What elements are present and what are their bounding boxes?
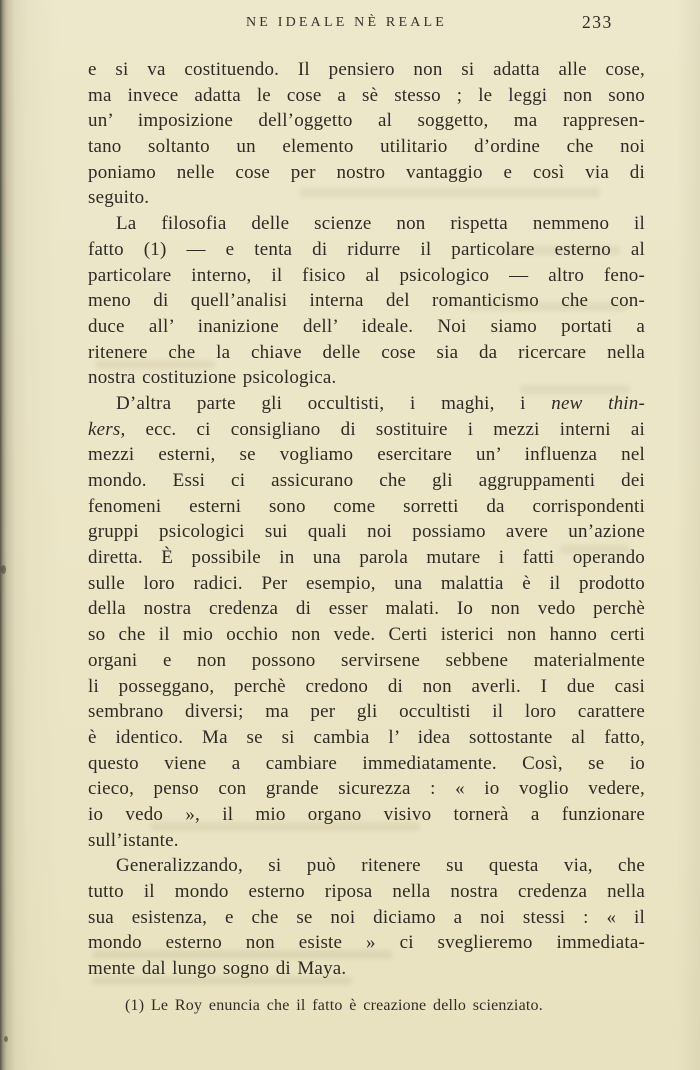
text-segment: tutto il mondo esterno riposa nella nostra credenza nella <box>88 881 645 902</box>
text-segment: Generalizzando, si può ritenere su questa via, che <box>116 855 645 877</box>
italic-text: new thin- <box>551 392 646 414</box>
text-line <box>88 828 645 854</box>
text-segment: particolare interno, il fisico al psicologico — altro feno- <box>88 264 645 286</box>
paragraph <box>88 57 645 211</box>
text-line <box>88 930 645 956</box>
text-segment: tano soltanto un elemento utilitario d’ordine che noi <box>88 136 645 158</box>
text-line <box>88 237 645 263</box>
text-segment: mezzi esterni, se vogliamo esercitare un’ influenza nel <box>88 444 645 466</box>
text-segment: ma invece adatta le cose a sè stesso ; le leggi non sono <box>88 84 645 106</box>
text-line <box>88 211 645 237</box>
text-line <box>88 674 645 700</box>
paragraph <box>88 853 645 981</box>
text-segment: ecc. ci consigliano di sostituire i mezzi interni ai <box>125 418 645 440</box>
text-segment: li posseggano, perchè credono di non averli. I due casi <box>88 675 645 697</box>
text-line <box>88 545 645 571</box>
paragraph <box>88 391 645 853</box>
edge-speck <box>4 1036 8 1042</box>
text-segment: poniamo nelle cose per nostro vantaggio e così via di <box>88 161 645 183</box>
text-segment: D’altra parte gli occultisti, i maghi, i <box>116 392 552 414</box>
text-segment: un’ imposizione dell’oggetto al soggetto, ma rappresen- <box>88 110 645 132</box>
text-line <box>88 956 645 982</box>
paragraph <box>88 211 645 391</box>
text-segment: seguito. <box>88 187 150 209</box>
text-segment: nostra costituzione psicologica. <box>88 367 337 389</box>
text-segment: ritenere che la chiave delle cose sia da ricercare nella <box>88 341 645 363</box>
text-line <box>88 108 645 134</box>
text-segment: sull’istante. <box>88 829 179 851</box>
text-line <box>88 776 645 802</box>
text-segment: gruppi psicologici sui quali noi possiamo avere un’azione <box>88 521 645 543</box>
text-line <box>88 417 645 443</box>
page-right-shade <box>676 0 700 1070</box>
running-header: NE IDEALE NÈ REALE <box>245 15 448 30</box>
text-segment: sulle loro radici. Per esempio, una malattia è il prodotto <box>88 572 645 594</box>
text-line <box>88 365 645 391</box>
binding-edge-shadow <box>0 0 60 1070</box>
text-segment: è identico. Ma se si cambia l’ idea sottostante al fatto, <box>88 726 645 748</box>
text-line <box>88 83 645 109</box>
text-line <box>88 57 645 83</box>
text-segment: so che il mio occhio non vede. Certi isterici non hanno certi <box>88 624 645 646</box>
text-line <box>88 185 645 211</box>
text-line <box>88 134 645 160</box>
text-line <box>88 622 645 648</box>
text-line <box>88 160 645 186</box>
text-segment: mondo esterno non esiste » ci sveglieremo immediata- <box>88 932 645 954</box>
text-segment: fatto (1) — e tenta di ridurre il particolare esterno al <box>88 238 645 260</box>
text-segment: diretta. È possibile in una parola mutare i fatti operando <box>88 547 645 569</box>
body-text <box>88 57 645 982</box>
footnote: (1) Le Roy enuncia che il fatto è creazione dello scienziato. <box>125 997 543 1014</box>
text-segment: cieco, penso con grande sicurezza : « io voglio vedere, <box>88 778 645 800</box>
text-segment: sembrano diversi; ma per gli occultisti il loro carattere <box>88 701 645 723</box>
text-line <box>88 340 645 366</box>
text-segment: La filosofia delle scienze non rispetta nemmeno il <box>116 213 645 235</box>
text-line <box>88 725 645 751</box>
edge-speck <box>1 565 6 574</box>
text-segment: questo viene a cambiare immediatamente. Così, se io <box>88 752 645 774</box>
text-line <box>88 853 645 879</box>
text-line <box>88 596 645 622</box>
text-segment: fenomeni esterni sono come sorretti da corrispondenti <box>88 495 645 517</box>
text-line <box>88 751 645 777</box>
text-line <box>88 494 645 520</box>
text-segment: e si va costituendo. Il pensiero non si adatta alle cose, <box>88 59 645 80</box>
text-line <box>88 263 645 289</box>
italic-text: kers, <box>88 418 126 440</box>
text-line <box>88 905 645 931</box>
text-line <box>88 519 645 545</box>
text-line <box>88 442 645 468</box>
text-segment: sua esistenza, e che se noi diciamo a noi stessi : « il <box>88 906 645 928</box>
text-segment: meno di quell’analisi interna del romanticismo che con- <box>88 290 645 312</box>
text-line <box>88 699 645 725</box>
text-segment: mondo. Essi ci assicurano che gli aggruppamenti dei <box>88 470 645 491</box>
text-line <box>88 391 645 417</box>
text-segment: duce all’ inanizione dell’ ideale. Noi siamo portati a <box>88 315 645 337</box>
text-segment: io vedo », il mio organo visivo tornerà a funzionare <box>88 803 645 825</box>
text-line <box>88 802 645 828</box>
text-line <box>88 571 645 597</box>
text-line <box>88 314 645 340</box>
text-segment: della nostra credenza di esser malati. Io non vedo perchè <box>88 598 645 620</box>
text-line <box>88 879 645 905</box>
text-line <box>88 648 645 674</box>
text-segment: organi e non possono servirsene sebbene materialmente <box>88 649 645 671</box>
text-line <box>88 288 645 314</box>
text-line <box>88 468 645 494</box>
text-segment: mente dal lungo sogno di Maya. <box>88 958 347 980</box>
page-number: 233 <box>582 12 613 32</box>
